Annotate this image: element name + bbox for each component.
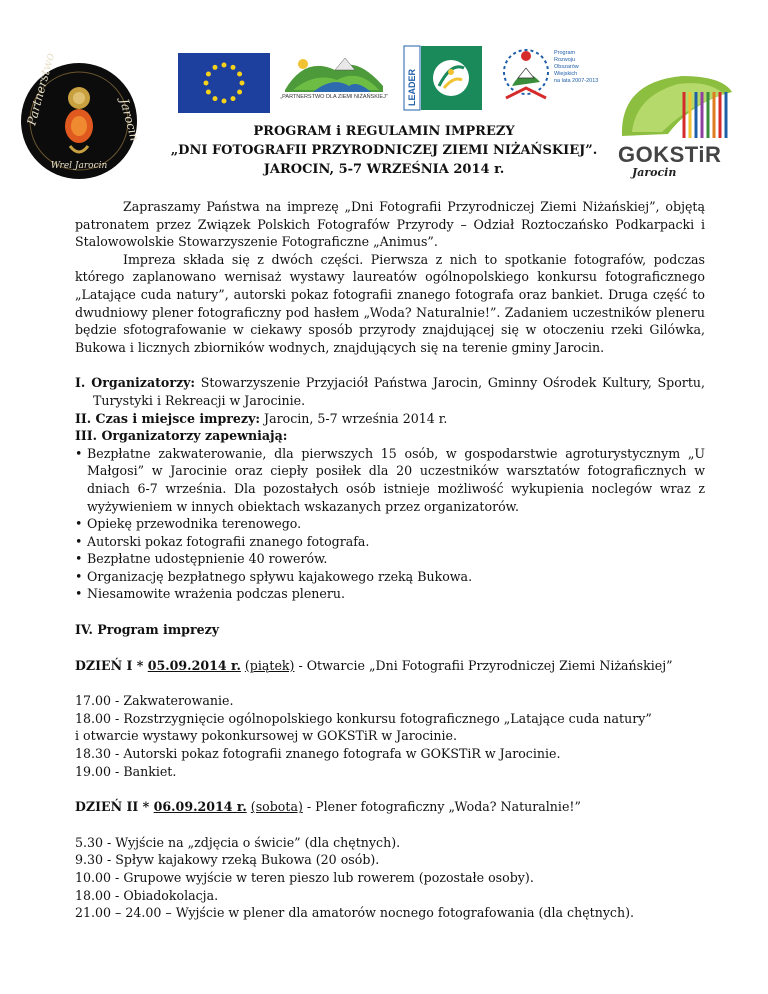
day2-item: 10.00 - Grupowe wyjście w teren pieszo lub rowerem (pozostałe osoby).	[75, 870, 534, 885]
section-organizers	[75, 374, 705, 409]
prow-line-2: Rozwoju	[554, 57, 576, 63]
provide-item-6: • Niesamowite wrażenia podczas pleneru.	[75, 585, 705, 603]
title-line-1: PROGRAM i REGULAMIN IMPREZY	[253, 124, 515, 139]
day1-item: 18.00 - Rozstrzygnięcie ogólnopolskiego konkursu fotograficznego „Latające cuda natury”	[75, 710, 652, 726]
section-time-place	[75, 410, 705, 428]
title-line-2: „DNI FOTOGRAFII PRZYRODNICZEJ ZIEMI NIŻAŃSKIEJ”.	[170, 143, 598, 158]
provide-item-2: • Opiekę przewodnika terenowego.	[75, 515, 705, 533]
prow-line-3: Obszarów	[554, 64, 579, 70]
sections-block	[75, 374, 705, 603]
day2-date: 06.09.2014 r.	[153, 799, 247, 815]
eu-flag-logo	[178, 53, 270, 113]
leader-text: LEADER	[407, 68, 417, 106]
section-provide-label: III. Organizatorzy zapewniają:	[75, 428, 288, 444]
intro-paragraph-2: Impreza składa się z dwóch części. Pierwsza z nich to spotkanie fotografów, podczas którego zaplanowano wernisaż wystawy laureatów ogólnopolskiego konkursu fotograficznego „Latające cuda natury”, autorski pokaz fotografii znanego fotografa oraz bankiet. Druga część to dwudniowy plener fotograficzny pod hasłem „Woda? Naturalnie!”. Zadaniem uczestników pleneru będzie sfotografowanie w ciekawy sposób przyrody znajdującej się w otoczeniu rzeki Gilówka, Bukowa i licznych zbiorników wodnych, znajdujących się na terenie gminy Jarocin.	[75, 251, 705, 355]
prow-line-5: na lata 2007-2013	[554, 78, 599, 84]
day1-schedule	[75, 692, 705, 780]
gokstir-logo	[612, 72, 742, 182]
partnership-caption: „PARTNERSTWO DLA ZIEMI NIŻAŃSKIEJ”	[280, 94, 388, 100]
day2-schedule	[75, 834, 705, 922]
day1-weekday: (piątek)	[244, 657, 295, 673]
day1-date: 05.09.2014 r.	[147, 657, 241, 673]
day1-title: - Otwarcie „Dni Fotografii Przyrodniczej Ziemi Niżańskiej”	[294, 657, 673, 673]
prow-line-4: Wiejskich	[554, 71, 578, 77]
day2-title: - Plener fotograficzny „Woda? Naturalnie!”	[302, 799, 581, 815]
organizers-label: I. Organizatorzy:	[75, 375, 196, 391]
day1-item: 17.00 - Zakwaterowanie.	[75, 693, 234, 709]
prow-logo	[496, 42, 606, 108]
day1-item: 19.00 - Bankiet.	[75, 763, 177, 779]
day1-label: DZIEŃ I *	[75, 657, 148, 673]
gokstir-sub: Jarocin	[632, 166, 677, 179]
provide-item-1: • Bezpłatne zakwaterowanie, dla pierwszych 15 osób, w gospodarstwie agroturystycznym „U Małgosi” w Jarocinie oraz ciepły posiłek dla 20 uczestników warsztatów fotograficznych w dniach 6-7 września. Dla pozostałych osób istnieje możliwość wykupienia noclegów wraz z wyżywieniem w innych obiektach wskazanych przez organizatorów.	[75, 445, 705, 515]
day2-label: DZIEŃ II *	[75, 799, 154, 815]
prow-caption	[554, 50, 598, 85]
document-title	[150, 122, 618, 179]
provide-item-4: • Bezpłatne udostępnienie 40 rowerów.	[75, 550, 705, 568]
day2-heading	[75, 798, 705, 816]
intro-paragraph-1: Zapraszamy Państwa na imprezę „Dni Fotografii Przyrodniczej Ziemi Niżańskiej”, objętą patronatem przez Związek Polskich Fotografów Przyrody – Odział Roztoczańsko Podkarpacki i Stalowowolskie Stowarzyszenie Fotograficzne „Animus”.	[75, 199, 705, 250]
provide-item-5: • Organizację bezpłatnego spływu kajakowego rzeką Bukowa.	[75, 568, 705, 586]
partnership-badge-logo	[20, 51, 142, 180]
day1-item: i otwarcie wystawy pokonkursowej w GOKSTiR w Jarocinie.	[75, 728, 457, 744]
badge-text-bottom: Wrel Jarocin	[50, 161, 108, 171]
badge-text-left: Partnerstwo	[24, 51, 58, 127]
leader-logo	[404, 46, 482, 110]
day2-weekday: (sobota)	[250, 799, 303, 815]
day2-item: 18.00 - Obiadokolacja.	[75, 887, 219, 903]
day2-item: 9.30 - Spływ kajakowy rzeką Bukowa (20 osób).	[75, 852, 380, 868]
provide-item-3: • Autorski pokaz fotografii znanego fotografa.	[75, 533, 705, 551]
title-line-3: JAROCIN, 5-7 WRZEŚNIA 2014 r.	[263, 162, 505, 177]
prow-line-1: Program	[554, 50, 576, 56]
badge-text-right: Jarocin	[117, 97, 142, 143]
time-place-text: Jarocin, 5-7 września 2014 r.	[260, 410, 448, 426]
organizers-text: Stowarzyszenie Przyjaciół Państwa Jarocin, Gminny Ośrodek Kultury, Sportu, Turystyki i Rekreacji w Jarocinie.	[93, 375, 705, 408]
document-body	[75, 198, 705, 922]
day1-heading	[75, 657, 705, 675]
day2-item: 5.30 - Wyjście na „zdjęcia o świcie” (dla chętnych).	[75, 834, 401, 850]
gokstir-name: GOKSTiR	[618, 142, 722, 167]
time-place-label: II. Czas i miejsce imprezy:	[75, 410, 261, 426]
provide-list	[75, 445, 705, 603]
day1-item: 18.30 - Autorski pokaz fotografii znanego fotografa w GOKSTiR w Jarocinie.	[75, 746, 561, 762]
partnership-landscape-logo	[275, 46, 393, 108]
program-heading: IV. Program imprezy	[75, 622, 220, 638]
day2-item: 21.00 – 24.00 – Wyjście w plener dla amatorów nocnego fotografowania (dla chętnych).	[75, 905, 635, 921]
